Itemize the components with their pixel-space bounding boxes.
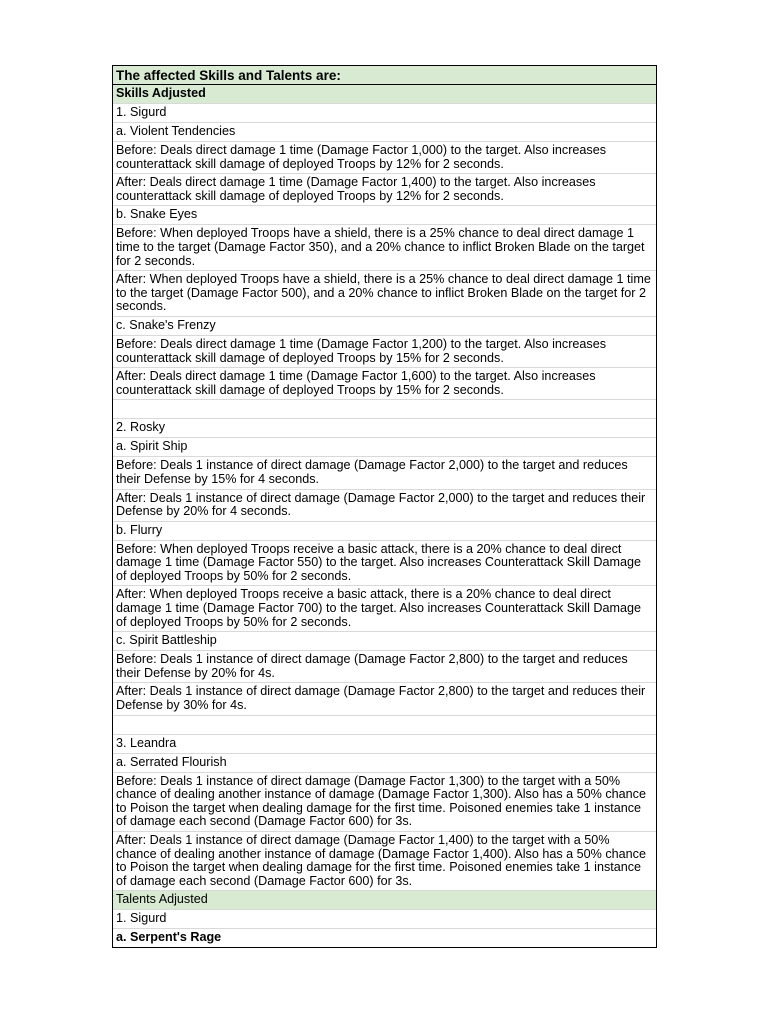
skill-before-row: Before: Deals direct damage 1 time (Damage Factor 1,000) to the target. Also increases counterattack skill damage of deployed Troops by 12% for 2 seconds. bbox=[113, 142, 656, 174]
skill-before-row: Before: Deals 1 instance of direct damage (Damage Factor 2,000) to the target and reduces their Defense by 15% for 4 seconds. bbox=[113, 457, 656, 489]
talents-section-header: Talents Adjusted bbox=[113, 891, 656, 910]
skill-before-row: Before: Deals 1 instance of direct damage (Damage Factor 2,800) to the target and reduces their Defense by 20% for 4s. bbox=[113, 651, 656, 683]
skill-after-row: After: When deployed Troops have a shield, there is a 25% chance to deal direct damage 1 time to the target (Damage Factor 500), and a 20% chance to inflict Broken Blade on the target for 2 seconds. bbox=[113, 271, 656, 317]
skill-before-row: Before: When deployed Troops have a shield, there is a 25% chance to deal direct damage 1 time to the target (Damage Factor 350), and a 20% chance to inflict Broken Blade on the target for 2 seconds. bbox=[113, 225, 656, 271]
skill-name-row: b. Flurry bbox=[113, 522, 656, 541]
skill-name-row: a. Spirit Ship bbox=[113, 438, 656, 457]
skill-after-row: After: When deployed Troops receive a basic attack, there is a 20% chance to deal direct damage 1 time (Damage Factor 700) to the target. Also increases Counterattack Skill Damage of deployed Troops by 50% for 2 seconds. bbox=[113, 586, 656, 632]
skill-after-row: After: Deals direct damage 1 time (Damage Factor 1,600) to the target. Also increases counterattack skill damage of deployed Troops by 15% for 2 seconds. bbox=[113, 368, 656, 400]
hero-row: 2. Rosky bbox=[113, 419, 656, 438]
hero-row: 1. Sigurd bbox=[113, 910, 656, 929]
skill-after-row: After: Deals 1 instance of direct damage (Damage Factor 2,800) to the target and reduces their Defense by 30% for 4s. bbox=[113, 683, 656, 715]
hero-row: 3. Leandra bbox=[113, 735, 656, 754]
skill-before-row: Before: Deals 1 instance of direct damage (Damage Factor 1,300) to the target with a 50% chance of dealing another instance of damage (Damage Factor 1,300). Also has a 50% chance to Poison the target when dealing damage for the first time. Poisoned enemies take 1 instance of damage each second (Damage Factor 600) for 3s. bbox=[113, 773, 656, 832]
skill-name-row: b. Snake Eyes bbox=[113, 206, 656, 225]
hero-row: 1. Sigurd bbox=[113, 104, 656, 123]
skill-name-row: a. Serrated Flourish bbox=[113, 754, 656, 773]
blank-row bbox=[113, 716, 656, 735]
skill-name-row: c. Snake's Frenzy bbox=[113, 317, 656, 336]
skill-name-row: c. Spirit Battleship bbox=[113, 632, 656, 651]
skill-name-row: a. Violent Tendencies bbox=[113, 123, 656, 142]
table-title: The affected Skills and Talents are: bbox=[113, 66, 656, 85]
adjustments-table bbox=[112, 65, 657, 948]
skill-after-row: After: Deals 1 instance of direct damage (Damage Factor 2,000) to the target and reduces their Defense by 20% for 4 seconds. bbox=[113, 490, 656, 522]
blank-row bbox=[113, 400, 656, 419]
skill-before-row: Before: When deployed Troops receive a basic attack, there is a 20% chance to deal direct damage 1 time (Damage Factor 550) to the target. Also increases Counterattack Skill Damage of deployed Troops by 50% for 2 seconds. bbox=[113, 541, 656, 587]
skills-section-header: Skills Adjusted bbox=[113, 85, 656, 104]
skill-after-row: After: Deals direct damage 1 time (Damage Factor 1,400) to the target. Also increases counterattack skill damage of deployed Troops by 12% for 2 seconds. bbox=[113, 174, 656, 206]
skill-before-row: Before: Deals direct damage 1 time (Damage Factor 1,200) to the target. Also increases counterattack skill damage of deployed Troops by 15% for 2 seconds. bbox=[113, 336, 656, 368]
talent-name-row: a. Serpent's Rage bbox=[113, 929, 656, 948]
skill-after-row: After: Deals 1 instance of direct damage (Damage Factor 1,400) to the target with a 50% chance of dealing another instance of damage (Damage Factor 1,400). Also has a 50% chance to Poison the target when dealing damage for the first time. Poisoned enemies take 1 instance of damage each second (Damage Factor 600) for 3s. bbox=[113, 832, 656, 891]
